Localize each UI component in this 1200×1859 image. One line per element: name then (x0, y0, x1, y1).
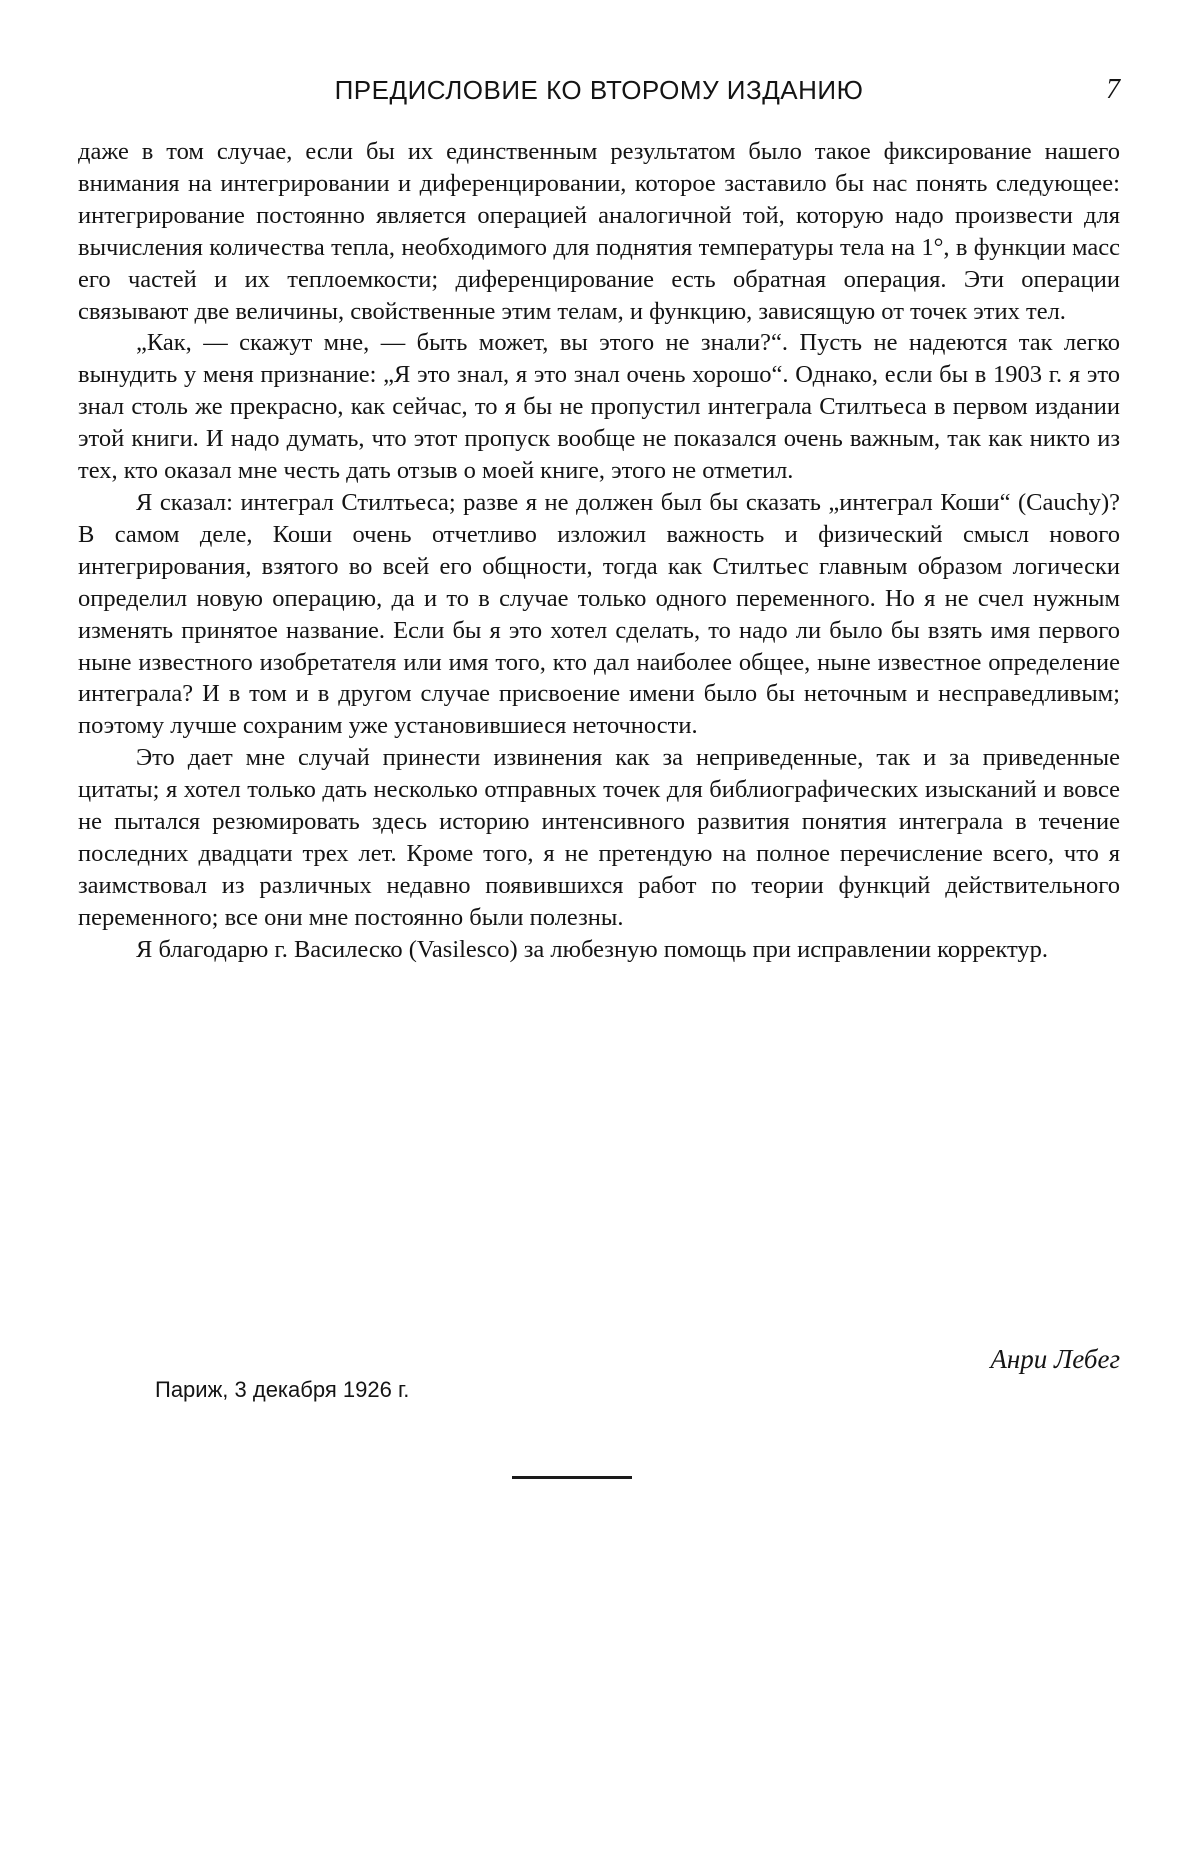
author-signature: Анри Лебег (990, 1344, 1120, 1374)
paragraph: Я сказал: интеграл Стилтьеса; разве я не должен был бы сказать „интеграл Коши“ (Cauchy)? В самом деле, Коши очень отчетливо изложил важность и физический смысл нового интегрирования, взятого во всей его общности, тогда как Стилтьес главным образом логически определил новую операцию, да и то в случае только одного переменного. Но я не счел нужным изменять принятое название. Если бы я это хотел сделать, то надо ли было бы взять имя первого ныне известного изобретателя или имя того, кто дал наиболее общее, ныне известное определение интеграла? И в том и в другом случае присвоение имени было бы неточным и несправедливым; поэтому лучше сохраним уже установившиеся неточности. (78, 488, 1120, 740)
paragraph-continued: даже в том случае, если бы их единственным результатом было такое фиксирование нашего внимания на интегрировании и диференцировании, которое заставило бы нас понять следующее: интегрирование постоянно является операцией аналогичной той, которую надо произвести для вычисления количества тепла, необходимого для поднятия температуры тела на 1°, в функции масс его частей и их теплоемкости; диференцирование есть обратная операция. Эти операции связывают две величины, свойственные этим телам, и функцию, зависящую от точек этих тел. (78, 138, 1120, 325)
page-number: 7 (1106, 74, 1120, 105)
section-end-rule (512, 1476, 632, 1479)
place-and-date: Париж, 3 декабря 1926 г. (155, 1377, 410, 1402)
paragraph: Это дает мне случай принести извинения как за неприведенные, так и за приведенные цитаты; я хотел только дать несколько отправных точек для библиографических изысканий и вовсе не пытался резюмировать здесь историю интенсивного развития понятия интеграла в течение последних двадцати трех лет. Кроме того, я не претендую на полное перечисление всего, что я заимствовал из различных недавно появившихся работ по теории функций действительного переменного; все они мне постоянно были полезны. (78, 744, 1120, 931)
paragraph: „Как, — скажут мне, — быть может, вы этого не знали?“. Пусть не надеются так легко вынудить у меня признание: „Я это знал, я это знал очень хорошо“. Однако, если бы в 1903 г. я это знал столь же прекрасно, как сейчас, то я бы не пропустил интеграла Стилтьеса в первом издании этой книги. И надо думать, что этот пропуск вообще не показался очень важным, так как никто из тех, кто оказал мне честь дать отзыв о моей книге, этого не отметил. (78, 329, 1120, 485)
body-text (78, 136, 1120, 966)
paragraph-acknowledgement: Я благодарю г. Василеско (Vasilesco) за любезную помощь при исправлении корректур. (136, 935, 1049, 963)
running-head (78, 70, 1120, 110)
running-title: ПРЕДИСЛОВИЕ КО ВТОРОМУ ИЗДАНИЮ (334, 75, 864, 105)
